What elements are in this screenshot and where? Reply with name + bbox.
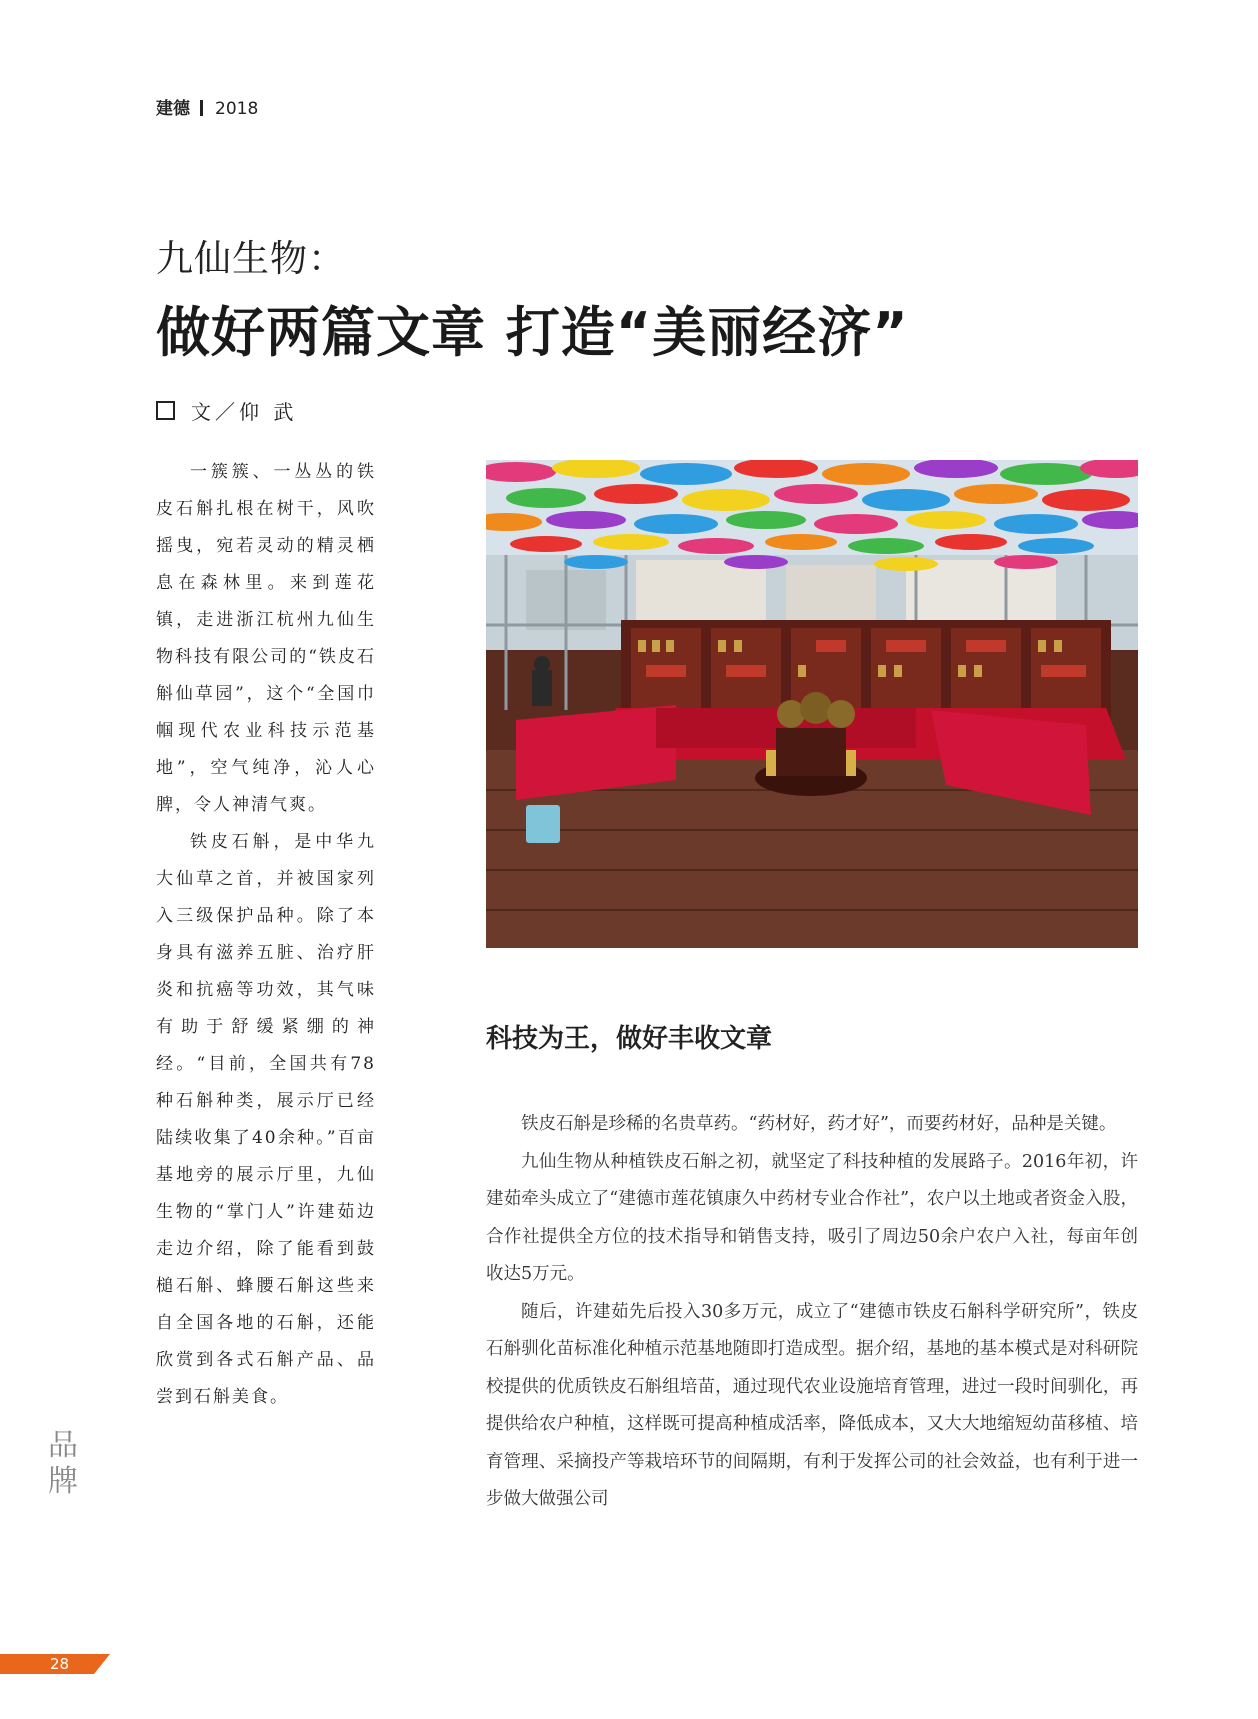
section-tab-char: 牌 <box>48 1464 78 1499</box>
magazine-name: 建德 <box>156 99 190 119</box>
left-paragraph: 一簇簇、一丛丛的铁皮石斛扎根在树干，风吹摇曳，宛若灵动的精灵栖息在森林里。来到莲花镇，走进浙江杭州九仙生物科技有限公司的“铁皮石斛仙草园”，这个“全国巾帼现代农业科技示范基地”，空气纯净，沁人心脾，令人神清气爽。 <box>156 462 376 815</box>
main-paragraph: 随后，许建茹先后投入30多万元，成立了“建德市铁皮石斛科学研究所”，铁皮石斛驯化苗标准化种植示范基地随即打造成型。据介绍，基地的基本模式是对科研院校提供的优质铁皮石斛组培苗，通过现代农业设施培育管理，进过一段时间驯化，再提供给农户种植，这样既可提高种植成活率，降低成本，又大大地缩短幼苗移植、培育管理、采摘投产等栽培环节的间隔期，有利于发挥公司的社会效益，也有利于进一步做大做强公司 <box>486 1301 1138 1509</box>
issue-year: 2018 <box>215 99 259 119</box>
article-kicker: 九仙生物： <box>156 237 346 280</box>
left-paragraph: 铁皮石斛，是中华九大仙草之首，并被国家列入三级保护品种。除了本身具有滋养五脏、治疗肝炎和抗癌等功效，其气味有助于舒缓紧绷的神经。“目前，全国共有78种石斛种类，展示厅已经陆续收集了40余种。”百亩基地旁的展示厅里，九仙生物的“掌门人”许建茹边走边介绍，除了能看到鼓槌石斛、蜂腰石斛这些来自全国各地的石斛，还能欣赏到各式石斛产品、品尝到石斛美食。 <box>156 832 376 1407</box>
article-title: 做好两篇文章 打造“美丽经济” <box>156 301 909 364</box>
page-number-marker <box>0 1654 110 1674</box>
byline <box>156 396 297 425</box>
running-header <box>156 94 258 119</box>
header-divider <box>200 100 203 116</box>
section-tab-char: 品 <box>48 1428 78 1463</box>
left-column-text <box>156 454 376 1416</box>
section-heading: 科技为王，做好丰收文章 <box>486 1024 773 1054</box>
showroom-illustration <box>486 460 1138 948</box>
main-column-text <box>486 1106 1138 1519</box>
main-paragraph: 九仙生物从种植铁皮石斛之初，就坚定了科技种植的发展路子。2016年初，许建茹牵头成立了“建德市莲花镇康久中药材专业合作社”，农户以土地或者资金入股，合作社提供全方位的技术指导和销售支持，吸引了周边50余户农户入社，每亩年创收达5万元。 <box>486 1151 1138 1284</box>
main-paragraph: 铁皮石斛是珍稀的名贵草药。“药材好，药才好”，而要药材好，品种是关键。 <box>521 1114 1117 1134</box>
byline-text: 文／仰 武 <box>191 400 298 424</box>
byline-box-icon <box>156 401 175 420</box>
showroom-photo <box>486 460 1138 948</box>
section-tab <box>44 1428 82 1500</box>
page-number: 28 <box>50 1655 70 1673</box>
